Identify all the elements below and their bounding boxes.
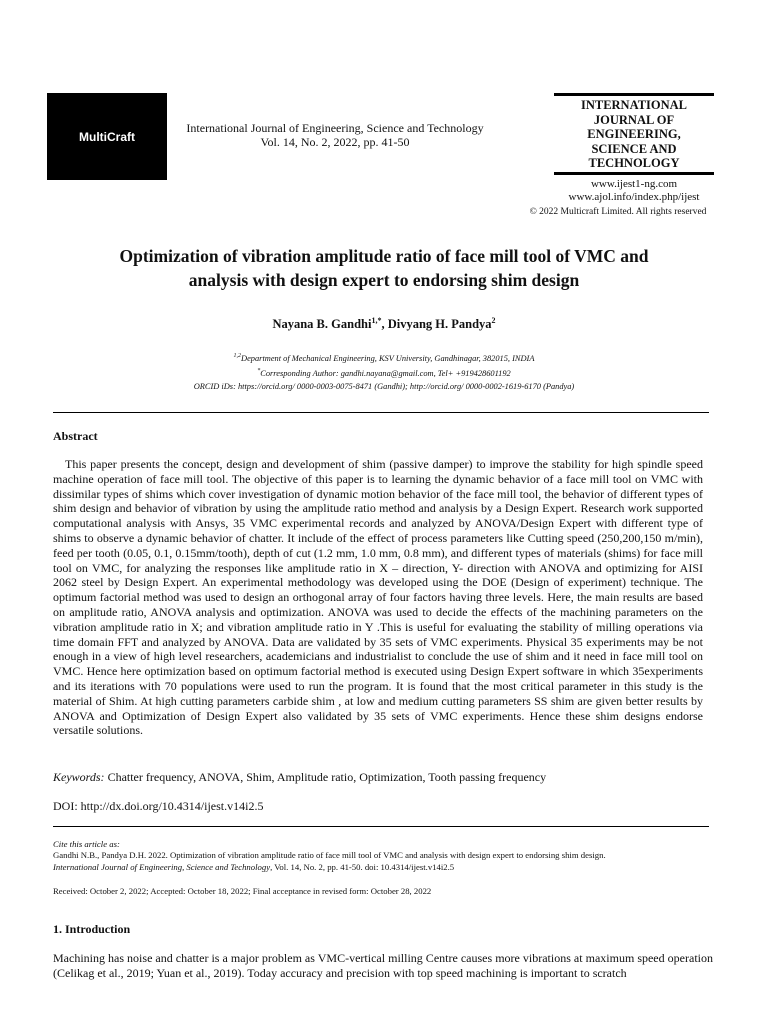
corresponding-author [60, 365, 708, 380]
copyright: © 2022 Multicraft Limited. All rights reserved [529, 206, 707, 217]
author-name: Nayana B. Gandhi [272, 317, 372, 332]
affil-text: Department of Mechanical Engineering, KSV University, Gandhinagar, 382015, INDIA [241, 353, 535, 363]
affil-mark: * [257, 367, 261, 374]
journal-name: International Journal of Engineering, Science and Technology [186, 121, 484, 135]
abstract-text: This paper presents the concept, design and development of shim (passive damper) to improve the stability for high spindle speed machine operation of face mill tool. The objective of this paper is to learning the dynamic behavior of a face mill tool on VMC with dissimilar types of shims which cover investigation of dynamic motion behavior of the face mill tool, the behavior of different types of shim design and behavior of vibration by using the amplitude ratio method and analysis by a Design Expert. Research work supported computational analysis with Ansys, 35 VMC experimental records and analyzed by ANOVA/Design Expert with different type of shims to observe a dynamic behavior of chatter. It include of the effect of process parameters like Cutting speed (250,200,150 m/min), feed per tooth (0.05, 0.1, 0.15mm/tooth), depth of cut (1.2 mm, 1.0 mm, 0.8 mm), and different types of materials (shims) for face mill tool on VMC, for analyzing the responses like amplitude ratio in X – direction, Y- direction with ANOVA and optimizing for AISI 2062 steel by Design Expert. An experimental methodology was developed using the DOE (Design of experiment) technique. The optimum factorial method was used to design an orthogonal array of four factors having three levels. Here, the main results are based on amplitude ratio, ANOVA analysis and optimization. ANOVA was used to decide the effects of the machining parameters on the vibration amplitude ratio in X; and vibration amplitude ratio in Y .This is useful for evaluating the stability of milling operations via time domain FFT and analyzed by ANOVA. Data are validated by 35 sets of VMC experiments. Physical 35 experiments may be not enough in a view of high level researchers, academicians and industrialist to conclude the use of shim and it need in face mill tool on VMC. Hence here optimization based on optimum factorial method is executed using Design Expert software in which 35experiments and its iterations with 70 populations were used to run the program. It is found that the most critical parameter in this study is the material of Shim. At high cutting parameters carbide shim , at low and medium cutting parameters SS shim are given better results by ANOVA and Optimization of Design Expert also validated by 35 sets of VMC experiments. Hence these shim designs endorse versatile solutions. [53, 457, 703, 738]
author-affil-mark: 2 [491, 316, 496, 325]
citation-block [53, 839, 713, 873]
affiliation-line [60, 350, 708, 365]
author-name: Divyang H. Pandya [387, 317, 492, 332]
keywords [53, 770, 546, 785]
section-divider [53, 412, 709, 413]
section-divider [53, 826, 709, 827]
title-line: Optimization of vibration amplitude ratio of face mill tool of VMC and [119, 246, 649, 266]
keywords-label: Keywords: [53, 770, 105, 784]
author-separator: , [381, 317, 388, 332]
cite-line [53, 862, 713, 873]
doi-link[interactable]: DOI: http://dx.doi.org/10.4314/ijest.v14i2.5 [53, 799, 264, 813]
ajol-url-link[interactable]: www.ajol.info/index.php/ijest [568, 190, 700, 203]
affil-mark: 1,2 [233, 353, 242, 359]
journal-urls [554, 178, 714, 204]
introduction-text: Machining has noise and chatter is a major problem as VMC-vertical milling Centre causes more vibrations at maximum speed operation (Celikag et al., 2019; Yuan et al., 2019). Today accuracy and precision with top speed machining is important to scratch [53, 951, 713, 980]
journal-volume: Vol. 14, No. 2, 2022, pp. 41-50 [260, 135, 410, 149]
logo-text: MultiCraft [79, 129, 135, 144]
authors [60, 316, 708, 332]
title-line: analysis with design expert to endorsing shim design [188, 270, 580, 290]
journal-url-link[interactable]: www.ijest1-ng.com [590, 177, 678, 190]
journal-box [529, 93, 714, 218]
orcid-line: ORCID iDs: https://orcid.org/ 0000-0003-0075-8471 (Gandhi); http://orcid.org/ 0000-0002-1619-6170 (Pandya) [193, 381, 575, 391]
paper-title [60, 244, 708, 292]
cite-line: Gandhi N.B., Pandya D.H. 2022. Optimization of vibration amplitude ratio of face mill tool of VMC and analysis with design expert to endorsing shim design. [53, 850, 606, 861]
corresponding-text: Corresponding Author: gandhi.nayana@gmail.com, Tel+ +919428601192 [260, 368, 511, 378]
cite-label: Cite this article as: [53, 839, 120, 849]
journal-box-line: ENGINEERING, [587, 127, 681, 142]
journal-box-line: INTERNATIONAL [580, 98, 688, 112]
received-dates: Received: October 2, 2022; Accepted: October 18, 2022; Final acceptance in revised form: October 28, 2022 [53, 886, 432, 896]
journal-info [175, 121, 495, 149]
bottom-rule [554, 172, 714, 175]
cite-journal: International Journal of Engineering, Science and Technology [53, 861, 271, 872]
author-affil-mark: 1,* [371, 316, 382, 325]
journal-box-line: SCIENCE AND [591, 141, 677, 156]
journal-box-title [554, 96, 714, 172]
affiliations [60, 350, 708, 393]
journal-box-line: TECHNOLOGY [588, 156, 680, 171]
introduction-heading: 1. Introduction [53, 922, 131, 936]
cite-details: , Vol. 14, No. 2, pp. 41-50. doi: 10.4314/ijest.v14i2.5 [270, 861, 455, 872]
abstract-heading: Abstract [53, 429, 98, 443]
journal-box-line: JOURNAL OF [593, 112, 675, 127]
keywords-list: Chatter frequency, ANOVA, Shim, Amplitude ratio, Optimization, Tooth passing frequency [107, 770, 547, 784]
publisher-logo [47, 93, 167, 180]
